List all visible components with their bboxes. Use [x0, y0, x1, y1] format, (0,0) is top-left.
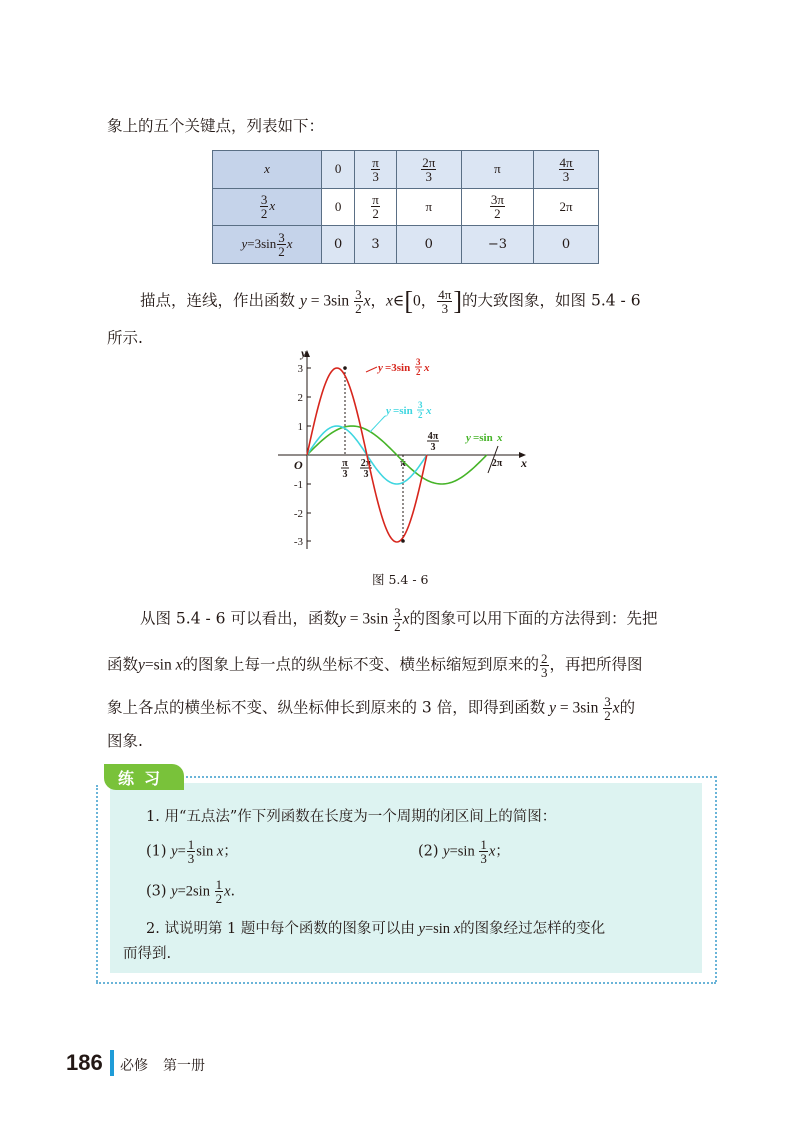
- y-tick-label: -1: [293, 479, 303, 491]
- figure-5-4-6: [270, 345, 540, 560]
- table-cell: 2π: [534, 188, 599, 226]
- svg-text:x: x: [497, 432, 503, 444]
- table-cell: π: [396, 188, 461, 226]
- dotted-border-top: [110, 776, 716, 778]
- origin-label: O: [294, 458, 303, 472]
- exercise-q1: 1. 用“五点法”作下列函数在长度为一个周期的闭区间上的简图：: [146, 809, 557, 825]
- svg-text:2: 2: [418, 410, 423, 420]
- table-cell: π: [461, 151, 533, 189]
- svg-text:2π: 2π: [360, 458, 372, 469]
- exercise-tab: 练习: [104, 764, 184, 790]
- table-cell: 0: [322, 151, 355, 189]
- x-tick-4pi-over-3: [427, 431, 439, 453]
- y-tick-label: -3: [293, 536, 303, 548]
- table-cell: 0: [534, 226, 599, 264]
- exercise-q1-item-2: (2) y=sin $\frac{1}{3}$ x；: [418, 837, 510, 866]
- dotted-border-right: [715, 776, 717, 982]
- footer-book: 必修: [120, 1058, 148, 1074]
- table-cell: −3: [461, 226, 533, 264]
- svg-text:3: 3: [430, 442, 436, 453]
- svg-text:3: 3: [416, 357, 421, 367]
- axis-x-label: x: [521, 456, 527, 470]
- paragraph-1-line-2: 所示.: [107, 329, 143, 347]
- axis-y-label: y: [301, 346, 307, 360]
- svg-text:4π: 4π: [427, 431, 439, 442]
- table-cell: 0: [396, 226, 461, 264]
- svg-text:π: π: [342, 458, 348, 469]
- table-cell: $\frac{3\pi}{2}$: [461, 188, 533, 226]
- key-point: [401, 539, 405, 543]
- exercise-q1-item-1: (1) y= $\frac{1}{3}$ sin x；: [146, 837, 238, 866]
- svg-text:y: y: [466, 432, 471, 444]
- paragraph-1-line-1: 描点，连线，作出函数 y = 3sin $\frac{3}{2}$ x，x∈[0， $\frac{4\pi}{3}$ ]的大致图象，如图 5.4 - 6: [140, 286, 641, 316]
- svg-text:3: 3: [342, 469, 348, 480]
- x-tick-label: π: [400, 458, 406, 469]
- svg-text:y: y: [378, 362, 383, 374]
- svg-text:x: x: [424, 362, 430, 374]
- label-leader: [366, 367, 377, 372]
- svg-text:y: y: [386, 405, 391, 417]
- table-cell: $\frac{\pi}{3}$: [355, 151, 397, 189]
- y-tick-label: -2: [293, 508, 303, 520]
- label-leader: [370, 416, 385, 432]
- intro-text: 象上的五个关键点，列表如下：: [107, 117, 325, 135]
- dotted-border-left: [96, 785, 98, 982]
- svg-text:=sin: =sin: [393, 405, 413, 417]
- label-cyan-curve: [384, 400, 432, 420]
- svg-text:=3sin: =3sin: [385, 362, 411, 374]
- table-cell: 0: [322, 188, 355, 226]
- dotted-border-bottom: [96, 982, 716, 984]
- exercise-q1-item-3: (3) y=2sin $\frac{1}{2}$ x.: [146, 877, 236, 906]
- table-cell: 3: [355, 226, 397, 264]
- svg-text:x: x: [426, 405, 432, 417]
- x-tick-label: 2π: [491, 458, 503, 469]
- row-header-three-halves-x: $\frac{3}{2}$ x: [213, 188, 322, 226]
- table-row: [213, 226, 599, 264]
- page-number: 186: [66, 1050, 103, 1075]
- paragraph-2-line-4: 图象.: [107, 732, 143, 750]
- row-header-x: x: [213, 151, 322, 189]
- label-green-curve: [464, 432, 503, 444]
- figure-caption: 图 5.4 - 6: [372, 572, 429, 587]
- key-point: [343, 366, 347, 370]
- svg-text:=sin: =sin: [473, 432, 493, 444]
- x-tick-pi-over-3: [341, 458, 349, 480]
- exercise-q2-cont: 而得到.: [123, 946, 172, 962]
- y-tick-label: 1: [297, 421, 303, 433]
- table-row: [213, 151, 599, 189]
- svg-text:3: 3: [363, 469, 369, 480]
- paragraph-2-line-1: 从图 5.4 - 6 可以看出，函数y = 3sin $\frac{3}{2}$ x的图象可以用下面的方法得到：先把: [140, 605, 658, 634]
- table-cell: $\frac{4\pi}{3}$: [534, 151, 599, 189]
- key-points-table: [212, 150, 599, 264]
- table-row: [213, 188, 599, 226]
- svg-text:3: 3: [418, 400, 423, 410]
- label-red-curve: [376, 357, 430, 377]
- exercise-q2: 2. 试说明第 1 题中每个函数的图象可以由 y=sin x的图象经过怎样的变化: [146, 921, 606, 937]
- paragraph-2-line-2: 函数y=sin x的图象上每一点的纵坐标不变、横坐标缩短到原来的 $\frac{2}{3}$ ，再把所得图: [107, 651, 643, 680]
- svg-text:2: 2: [416, 367, 421, 377]
- footer-bar: [110, 1050, 114, 1076]
- table-cell: 0: [322, 226, 355, 264]
- row-header-y: y=3sin $\frac{3}{2}$ x: [213, 226, 322, 264]
- table-cell: $\frac{\pi}{2}$: [355, 188, 397, 226]
- y-tick-label: 2: [297, 392, 303, 404]
- paragraph-2-line-3: 象上各点的横坐标不变、纵坐标伸长到原来的 3 倍，即得到函数 y = 3sin $\frac{3}{2}$ x的: [107, 694, 636, 723]
- table-cell: $\frac{2\pi}{3}$: [396, 151, 461, 189]
- footer-volume: 第一册: [163, 1058, 205, 1074]
- y-tick-label: 3: [297, 363, 303, 375]
